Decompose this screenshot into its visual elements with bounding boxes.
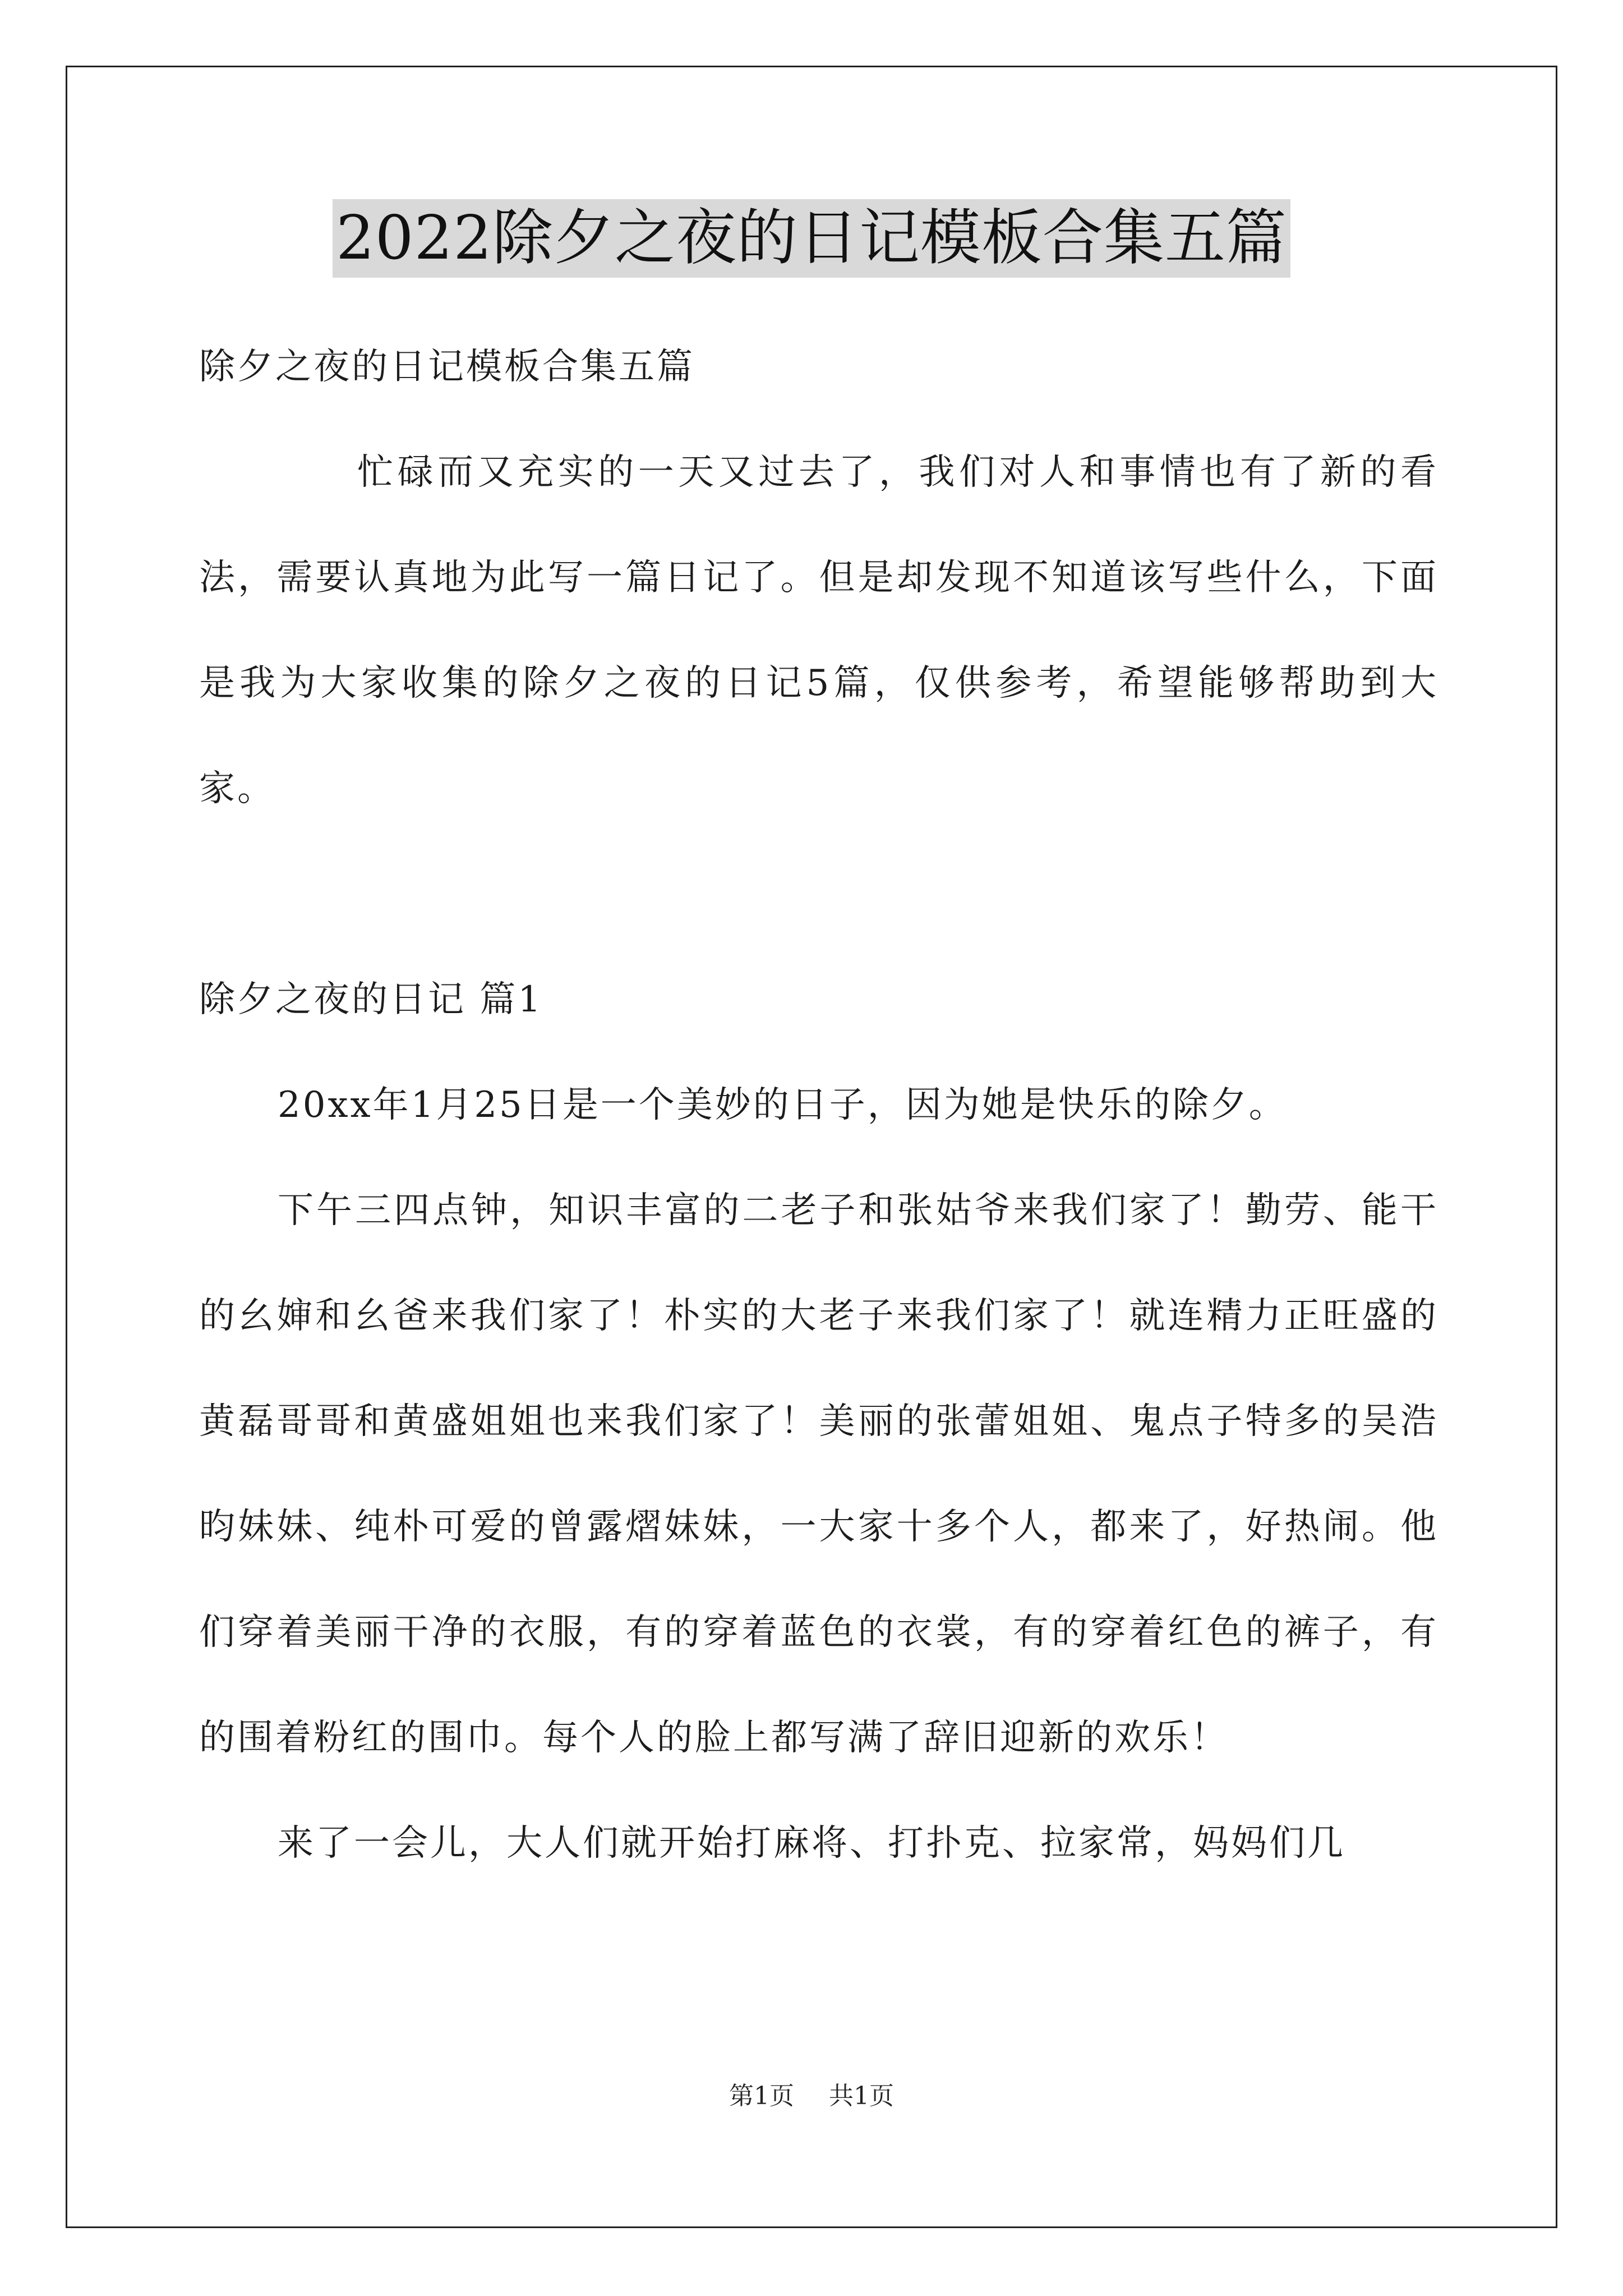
document-subtitle: 除夕之夜的日记模板合集五篇	[199, 346, 695, 388]
body-paragraph: 下午三四点钟，知识丰富的二老子和张姑爷来我们家了！勤劳、能干的幺婶和幺爸来我们家了！朴实的大老子来我们家了！就连精力正旺盛的黄磊哥哥和黄盛姐姐也来我们家了！美丽的张蕾姐姐、鬼点子特多的吴浩昀妹妹、纯朴可爱的曾露熠妹妹，一大家十多个人，都来了，好热闹。他们穿着美丽干净的衣服，有的穿着蓝色的衣裳，有的穿着红色的裤子，有的围着粉红的围巾。每个人的脸上都写满了辞旧迎新的欢乐！	[199, 1190, 1438, 1759]
section-heading: 除夕之夜的日记 篇1	[199, 979, 543, 1020]
page-footer	[0, 2076, 1623, 2111]
page-total: 共1页	[829, 2082, 894, 2110]
section-spacer	[199, 841, 1438, 947]
body-paragraph: 来了一会儿，大人们就开始打麻将、打扑克、拉家常，妈妈们几	[278, 1823, 1345, 1864]
document-body	[199, 314, 1438, 1896]
intro-paragraph: 忙碌而又充实的一天又过去了，我们对人和事情也有了新的看法，需要认真地为此写一篇日记了。但是却发现不知道该写些什么，下面是我为大家收集的除夕之夜的日记5篇，仅供参考，希望能够帮助到大家。	[199, 452, 1438, 809]
page-number: 第1页	[729, 2082, 794, 2110]
body-paragraph: 20xx年1月25日是一个美妙的日子，因为她是快乐的除夕。	[278, 1084, 1287, 1126]
document-title: 2022除夕之夜的日记模板合集五篇	[333, 199, 1290, 278]
title-container	[0, 199, 1623, 278]
